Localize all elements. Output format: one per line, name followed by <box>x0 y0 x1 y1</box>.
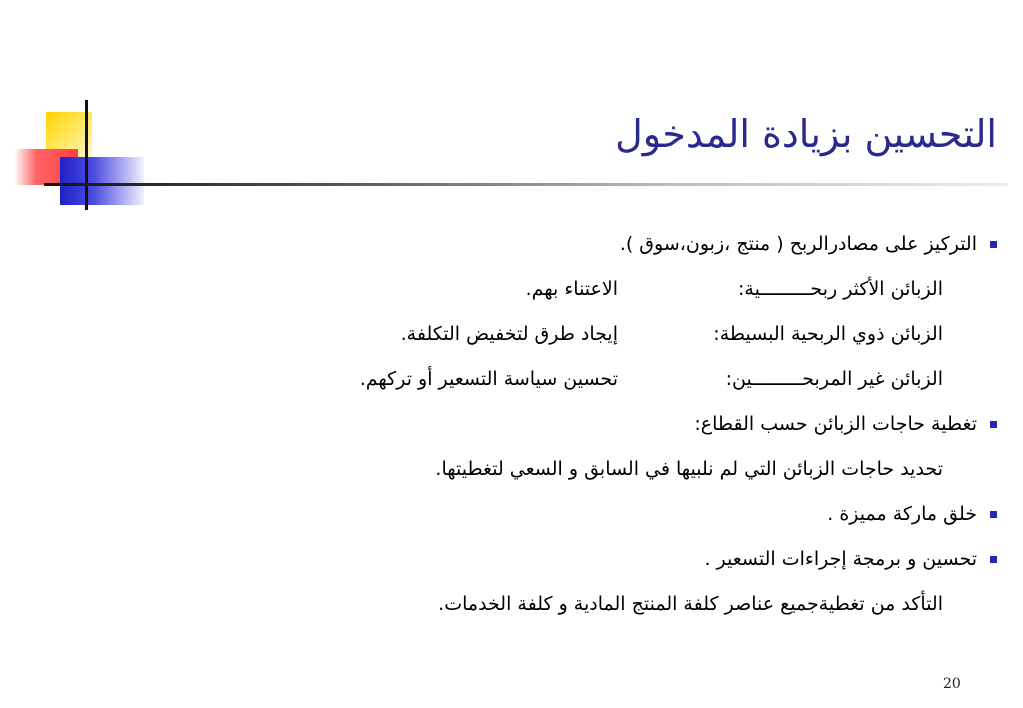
bullet-text: التركيز على مصادرالربح ( منتج ،زبون،سوق ). <box>619 233 977 255</box>
decorative-logo <box>0 0 140 220</box>
vertical-rule <box>85 100 88 210</box>
bullet-item <box>201 402 1001 447</box>
slide-title: التحسين بزيادة المدخول <box>615 112 997 156</box>
sub-item <box>201 582 1001 627</box>
sub-item <box>201 357 1001 402</box>
bullet-text: خلق ماركة مميزة . <box>827 503 977 525</box>
sub-item <box>201 267 1001 312</box>
sub-item <box>201 447 1001 492</box>
sub-item-text: التأكد من تغطيةجميع عناصر كلفة المنتج المادية و كلفة الخدمات. <box>438 593 943 615</box>
bullet-item <box>201 222 1001 267</box>
bullet-text: تحسين و برمجة إجراءات التسعير . <box>704 548 977 570</box>
blue-square-shape <box>60 157 144 205</box>
title-underline <box>44 183 1008 186</box>
bullet-item <box>201 492 1001 537</box>
sub-item-value: الاعتناء بهم. <box>525 278 618 300</box>
sub-item <box>201 312 1001 357</box>
sub-item-key: الزبائن الأكثر ربحـــــــــية: <box>738 278 943 300</box>
page-number: 20 <box>943 676 961 692</box>
sub-item-key: الزبائن غير المربحـــــــــين: <box>725 368 943 390</box>
sub-item-text: تحديد حاجات الزبائن التي لم نلبيها في السابق و السعي لتغطيتها. <box>435 458 943 480</box>
bullet-item <box>201 537 1001 582</box>
sub-item-key: الزبائن ذوي الربحية البسيطة: <box>713 323 943 345</box>
sub-item-value: إيجاد طرق لتخفيض التكلفة. <box>400 323 618 345</box>
bullet-text: تغطية حاجات الزبائن حسب القطاع: <box>694 413 977 435</box>
sub-item-value: تحسين سياسة التسعير أو تركهم. <box>359 368 618 390</box>
slide-content <box>201 222 1001 627</box>
